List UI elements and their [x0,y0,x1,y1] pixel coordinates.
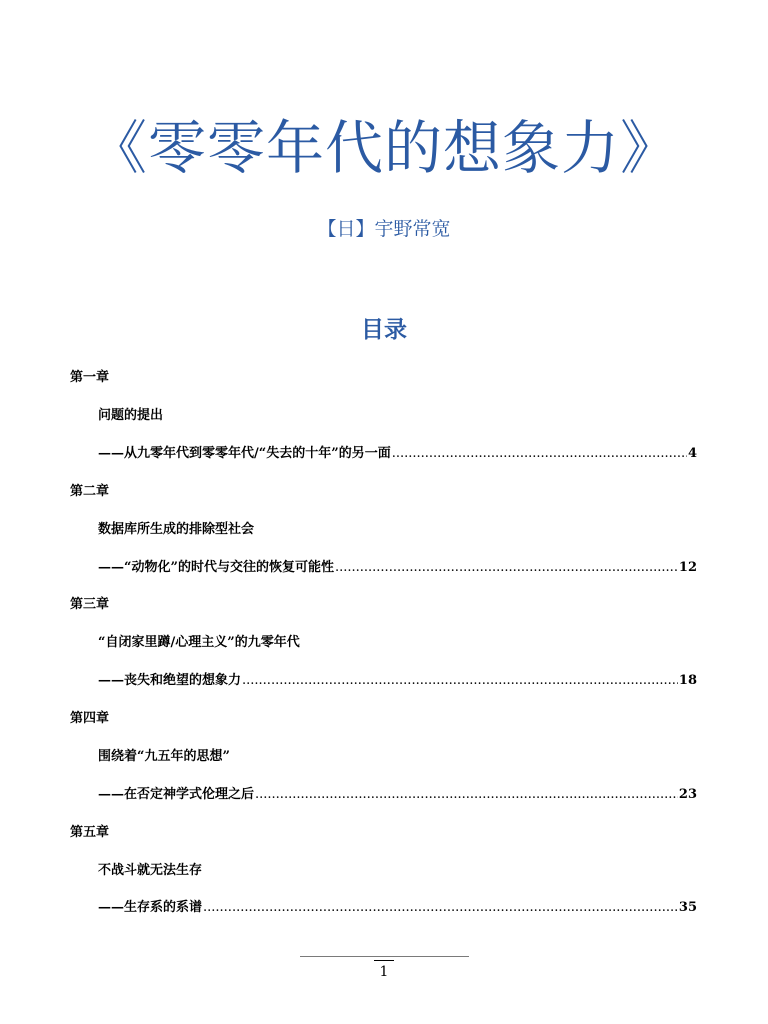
toc-page-number: 18 [678,673,697,688]
dot-leader [242,669,678,693]
chapter-label: 第五章 [70,825,110,840]
chapter-subtitle: ——从九零年代到零零年代/“失去的十年”的另一面 [98,446,391,461]
toc-entry-link[interactable] [98,442,697,466]
toc-page-number: 23 [678,787,697,802]
book-title: 《零零年代的想象力》 [88,114,679,182]
toc-page-number: 12 [678,560,697,575]
page-number: 1 [379,964,389,980]
chapter-title: 数据库所生成的排除型社会 [98,522,255,537]
chapter-title: “自闭家里蹲/心理主义”的九零年代 [98,635,300,650]
toc-entry-link[interactable] [98,783,697,807]
chapter-label: 第二章 [70,484,110,499]
chapter-label: 第一章 [70,370,110,385]
dot-leader [255,783,678,807]
chapter-title: 不战斗就无法生存 [98,863,203,878]
chapter-subtitle: ——在否定神学式伦理之后 [98,787,255,802]
chapter-title: 围绕着“九五年的思想” [98,749,230,764]
toc-entry-link[interactable] [98,669,697,693]
toc-entry-link[interactable] [98,556,697,580]
chapter-label: 第四章 [70,711,110,726]
chapter-subtitle: ——生存系的系谱 [98,900,203,915]
footer-divider [300,956,469,957]
chapter-title: 问题的提出 [98,408,164,423]
toc-entry-link[interactable] [98,896,697,920]
dot-leader [335,556,678,580]
footer-mark [374,960,394,961]
chapter-subtitle: ——“动物化”的时代与交往的恢复可能性 [98,560,334,575]
chapter-label: 第三章 [70,597,110,612]
toc-page-number: 35 [678,900,697,915]
toc-page-number: 4 [687,446,697,461]
dot-leader [392,442,687,466]
book-author: 【日】宇野常宽 [317,218,451,240]
chapter-subtitle: ——丧失和绝望的想象力 [98,673,242,688]
toc-heading: 目录 [361,317,407,343]
dot-leader [203,896,678,920]
